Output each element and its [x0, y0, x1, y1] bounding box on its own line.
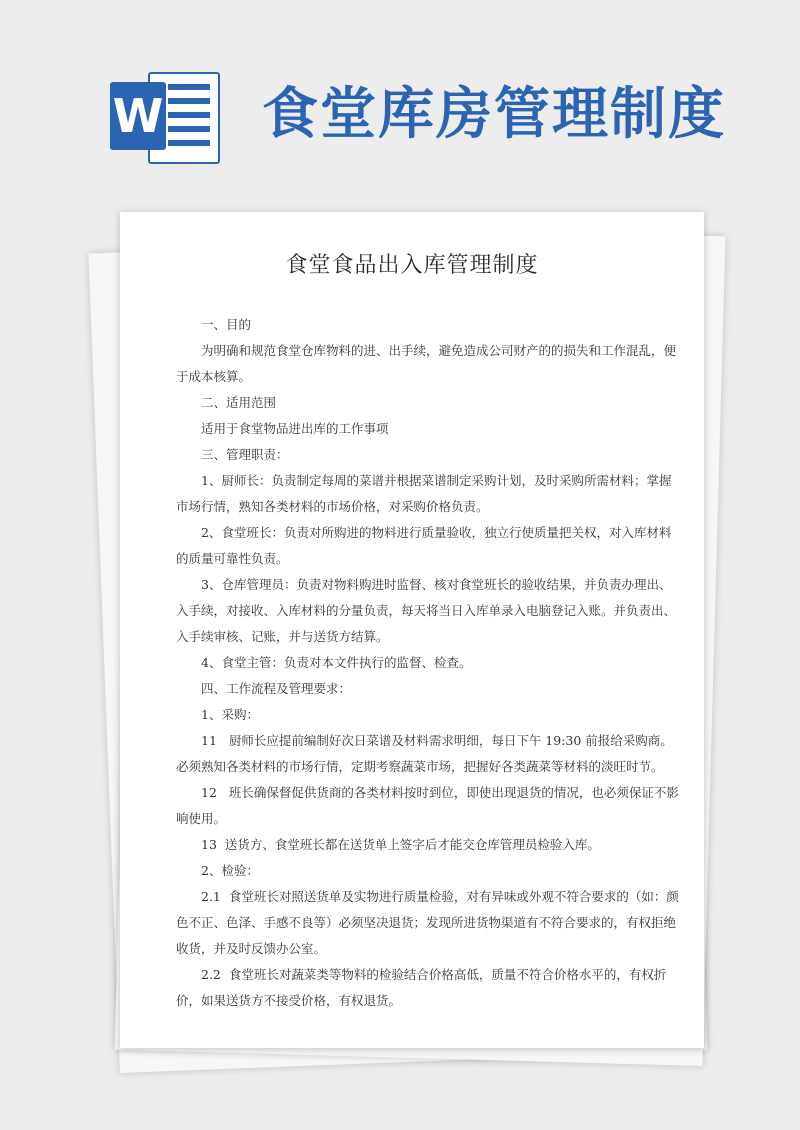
paragraph: 二、适用范围: [201, 395, 277, 410]
paragraph: 2.2 食堂班长对蔬菜类等物料的检验结合价格高低，质量不符合价格水平的，有权折价，如果送货方不接受价格，有权退货。: [176, 967, 667, 1008]
paragraph: 12 班长确保督促供货商的各类材料按时到位，即使出现退货的情况，也必须保证不影响使用。: [176, 785, 679, 826]
banner: [0, 0, 800, 200]
paragraph: 适用于食堂物品进出库的工作事项: [201, 421, 389, 436]
paragraph: 四、工作流程及管理要求：: [201, 681, 352, 696]
paragraph: 为明确和规范食堂仓库物料的进、出手续，避免造成公司财产的的损失和工作混乱，便于成本核算。: [176, 343, 677, 384]
paragraph: 11 厨师长应提前编制好次日菜谱及材料需求明细，每日下午 19:30 前报给采购商。必须熟知各类材料的市场行情，定期考察蔬菜市场，把握好各类蔬菜等材料的淡旺时节。: [176, 733, 673, 774]
paragraph: 1、采购：: [201, 707, 259, 722]
paragraph: 4、食堂主管：负责对本文件执行的监督、检查。: [201, 655, 472, 670]
word-logo-letter: W: [110, 82, 166, 150]
paragraph: 一、目的: [201, 317, 252, 332]
paragraph: 3、仓库管理员：负责对物料购进时监督、核对食堂班长的验收结果，并负责办理出、入手续，对接收、入库材料的分量负责，每天将当日入库单录入电脑登记入账。并负责出、入手续审核、记账，并与送货方结算。: [176, 577, 677, 644]
paragraph: 2、检验：: [201, 863, 259, 878]
document-body: [176, 312, 680, 1014]
document-page: [120, 212, 704, 1048]
paragraph: 2、食堂班长：负责对所购进的物料进行质量验收，独立行使质量把关权，对入库材料的质量可靠性负责。: [176, 525, 672, 566]
word-document-icon: [110, 68, 220, 164]
paragraph: 13 送货方、食堂班长都在送货单上签字后才能交仓库管理员检验入库。: [201, 837, 600, 852]
paragraph: 1、厨师长：负责制定每周的菜谱并根据菜谱制定采购计划，及时采购所需材料；掌握市场行情，熟知各类材料的市场价格，对采购价格负责。: [176, 473, 672, 514]
paragraph: 三、管理职责：: [201, 447, 289, 462]
banner-title: 食堂库房管理制度: [262, 82, 726, 147]
document-title: 食堂食品出入库管理制度: [285, 253, 539, 278]
paragraph: 2.1 食堂班长对照送货单及实物进行质量检验，对有异味或外观不符合要求的（如：颜色不正、色泽、手感不良等）必须坚决退货；发现所进货物渠道有不符合要求的，有权拒绝收货，并及时反馈办公室。: [176, 889, 679, 956]
